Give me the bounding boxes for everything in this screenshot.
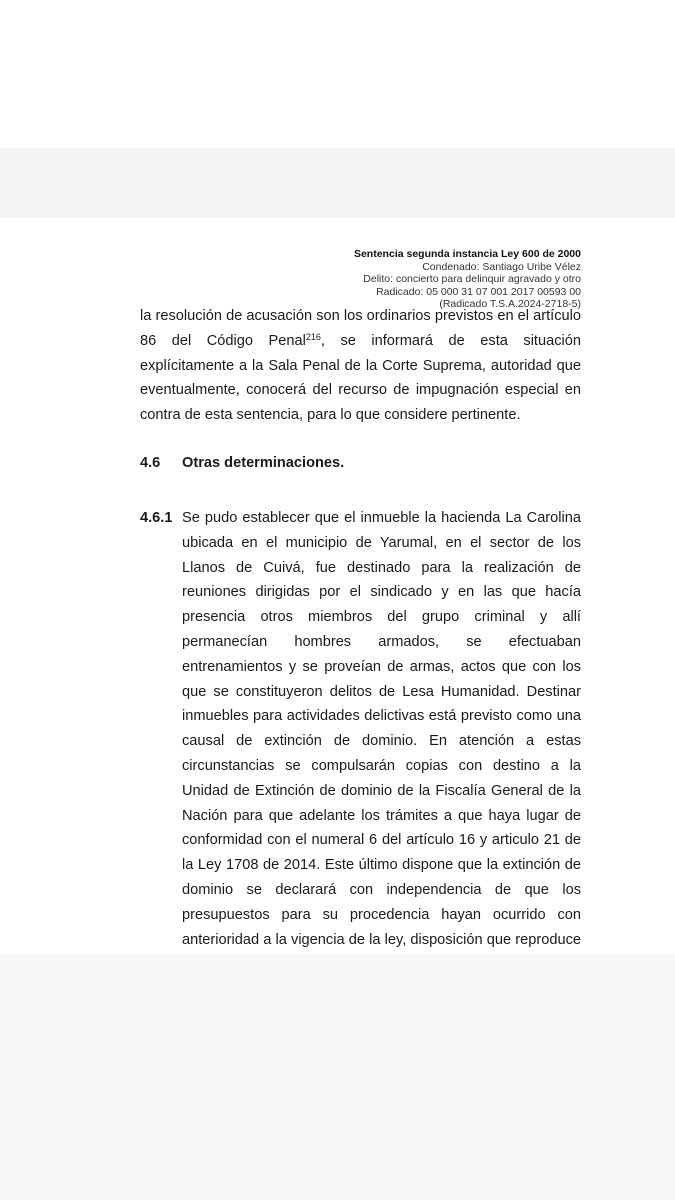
subsection-paragraph: Se pudo establecer que el inmueble la hacienda La Carolina ubicada en el municipio de Yarumal, en el sector de los Llanos de Cuivá, fue destinado para la realización de reuniones dirigidas por el sindicado y en las que hacía presencia otros miembros del grupo criminal y allí permanecían hombres armados, se efectuaban entrenamientos y se proveían de armas, actos que con los que se constituyeron delitos de Lesa Humanidad. Destinar inmuebles para actividades delictivas está previsto como una causal de extinción de dominio. En atención a estas circunstancias se compulsarán copias con destino a la Unidad de Extinción de dominio de la Fiscalía General de la Nación para que adelante los trámites a que haya lugar de conformidad con el numeral 6 del artículo 16 y articulo 21 de la Ley 1708 de 2014. Este último dispone que la extinción de dominio se declarará con independencia de que los presupuestos para su procedencia hayan ocurrido con anterioridad a la vigencia de la ley, disposición que reproduce	[182, 510, 581, 948]
separator-band	[0, 148, 675, 218]
paragraph-line: eventualmente, conocerá del recurso de impugnación especial en	[140, 382, 581, 399]
header-condenado: Condenado: Santiago Uribe Vélez	[422, 260, 581, 273]
bottom-blank-area	[0, 954, 675, 1200]
line-text: , se informará de esta situación	[320, 332, 581, 349]
document-page	[0, 218, 675, 954]
header-radicado: Radicado: 05 000 31 07 001 2017 00593 00	[376, 285, 581, 298]
line-text: 86 del Código Penal	[140, 332, 306, 349]
section-heading	[140, 455, 344, 471]
paragraph-continuation	[140, 304, 581, 428]
document-header	[354, 248, 581, 311]
top-blank-area	[0, 0, 675, 148]
footnote-ref: 216	[305, 331, 321, 342]
subsection-number: 4.6.1	[140, 510, 173, 526]
paragraph-line: la resolución de acusación son los ordinarios previstos en el artículo	[140, 308, 581, 324]
paragraph-line: explícitamente a la Sala Penal de la Corte Suprema, autoridad que	[140, 357, 581, 374]
section-number: 4.6	[140, 455, 161, 471]
paragraph-line	[140, 329, 581, 354]
header-title: Sentencia segunda instancia Ley 600 de 2000	[353, 248, 581, 260]
paragraph-line: contra de esta sentencia, para lo que considere pertinente.	[140, 407, 521, 424]
header-radicado-tsa: (Radicado T.S.A.2024-2718-5)	[439, 298, 581, 311]
section-title: Otras determinaciones.	[182, 455, 345, 471]
header-delito: Delito: concierto para delinquir agravado y otro	[363, 273, 581, 286]
